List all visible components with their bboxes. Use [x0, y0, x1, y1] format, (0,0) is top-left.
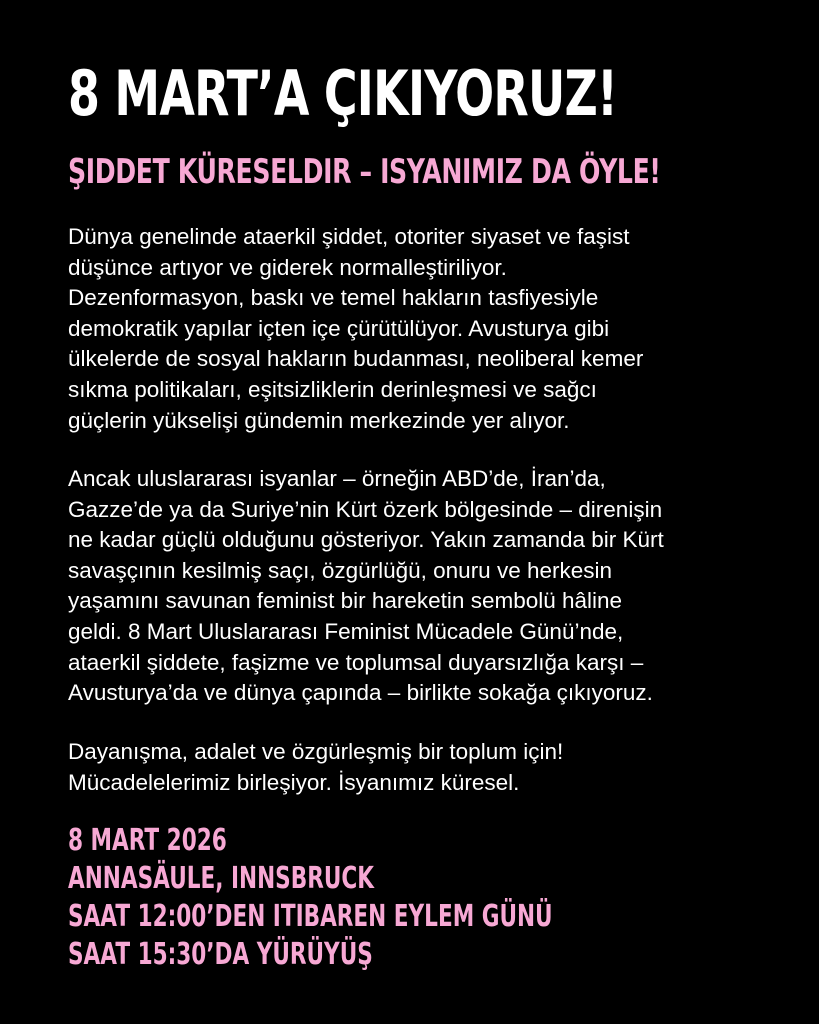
paragraph-line: yaşamını savunan feminist bir hareketin sembolü hâline [68, 588, 623, 614]
paragraph-line: güçlerin yükselişi gündemin merkezinde yer alıyor. [68, 407, 570, 433]
event-date: 8 MART 2026 [68, 823, 227, 858]
headline: 8 MART’A ÇIKIYORUZ! [68, 57, 618, 130]
paragraph-line: ataerkil şiddete, faşizme ve toplumsal duyarsızlığa karşı – [68, 649, 644, 675]
event-info [68, 822, 553, 974]
paragraph-line: sıkma politikaları, eşitsizliklerin derinleşmesi ve sağcı [68, 376, 597, 402]
paragraph-solidarity [68, 737, 788, 798]
paragraph-line: Dezenformasyon, baskı ve temel hakların tasfiyesiyle [68, 285, 599, 311]
paragraph-line: ne kadar güçlü olduğunu gösteriyor. Yakın zamanda bir Kürt [68, 527, 664, 553]
paragraph-line: Avusturya’da ve dünya çapında – birlikte sokağa çıkıyoruz. [68, 680, 653, 706]
paragraph-line: demokratik yapılar içten içe çürütülüyor. Avusturya gibi [68, 315, 610, 341]
event-action-day: SAAT 12:00’DEN ITIBAREN EYLEM GÜNÜ [68, 899, 553, 934]
subheadline: ŞIDDET KÜRESELDIR – ISYANIMIZ DA ÖYLE! [68, 152, 661, 192]
paragraph-line: geldi. 8 Mart Uluslararası Feminist Mücadele Günü’nde, [68, 618, 624, 644]
paragraph-line: Ancak uluslararası isyanlar – örneğin ABD’de, İran’da, [68, 466, 606, 491]
paragraph-line: düşünce artıyor ve giderek normalleştiriliyor. [68, 254, 507, 280]
paragraph-line: Mücadelelerimiz birleşiyor. İsyanımız küresel. [68, 769, 520, 795]
paragraph-line: Gazze’de ya da Suriye’nin Kürt özerk bölgesinde – direnişin [68, 496, 663, 522]
paragraph-resistance [68, 464, 788, 709]
event-march: SAAT 15:30’DA YÜRÜYÜŞ [68, 937, 373, 972]
paragraph-intro [68, 222, 788, 436]
paragraph-line: Dayanışma, adalet ve özgürleşmiş bir toplum için! [68, 739, 564, 764]
paragraph-line: savaşçının kesilmiş saçı, özgürlüğü, onuru ve herkesin [68, 557, 613, 583]
paragraph-line: Dünya genelinde ataerkil şiddet, otoriter siyaset ve faşist [68, 224, 630, 249]
paragraph-line: ülkelerde de sosyal hakların budanması, neoliberal kemer [68, 346, 644, 372]
event-location: ANNASÄULE, INNSBRUCK [68, 861, 374, 896]
